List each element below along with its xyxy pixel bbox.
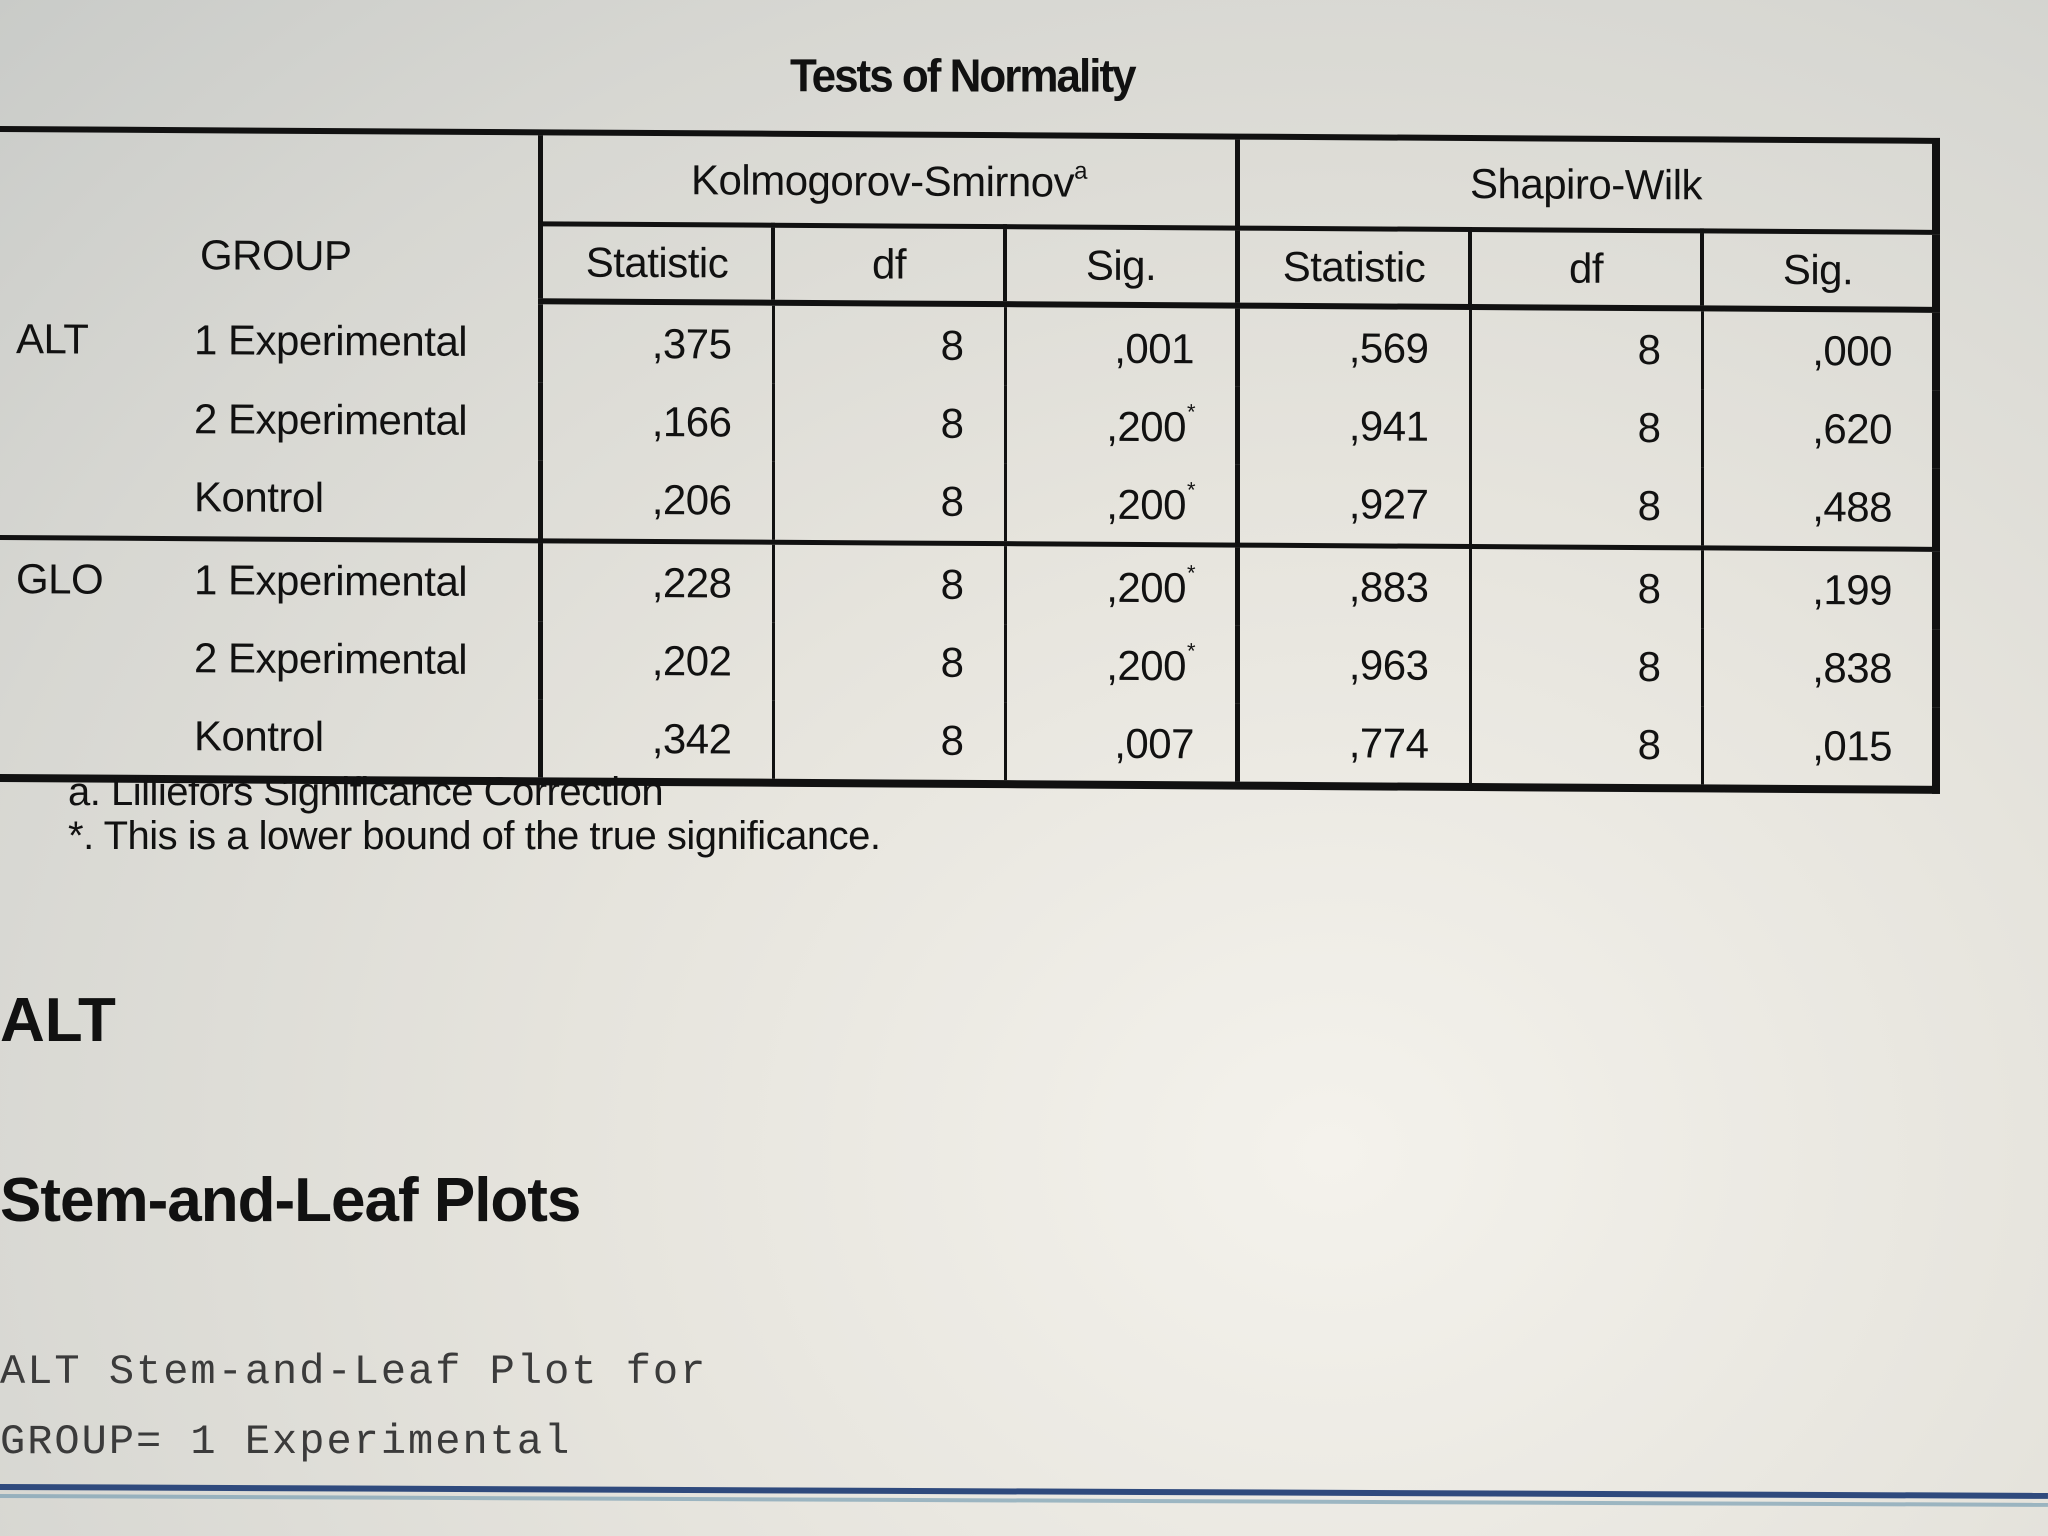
ks-statistic: ,375 <box>541 301 774 383</box>
ks-statistic: ,166 <box>541 382 774 461</box>
sw-statistic: ,927 <box>1238 465 1471 547</box>
tests-of-normality-table[interactable] <box>0 126 1940 794</box>
ks-sig <box>1005 544 1238 626</box>
footnote-lilliefors: a. Lilliefors Significance Correction <box>68 770 664 814</box>
table-row <box>0 618 1936 708</box>
lower-bound-flag: * <box>1186 638 1195 664</box>
ks-sig <box>1005 463 1238 545</box>
ks-sig-value: ,200 <box>1106 641 1186 690</box>
lower-bound-flag: * <box>1186 560 1195 586</box>
sw-df: 8 <box>1470 627 1702 706</box>
sw-statistic: ,941 <box>1238 387 1471 466</box>
table-title: Tests of Normality <box>790 50 1135 103</box>
sw-statistic: ,774 <box>1238 704 1471 787</box>
variable-label <box>0 618 180 697</box>
group-label: 2 Experimental <box>180 380 541 460</box>
group-label: Kontrol <box>180 458 541 541</box>
stem-leaf-plot-group: GROUP= 1 Experimental <box>0 1418 572 1466</box>
ks-sig-value: ,200 <box>1106 563 1186 612</box>
ks-footnote-marker: a <box>1074 157 1087 185</box>
sw-df: 8 <box>1470 388 1702 467</box>
variable-label <box>0 379 180 458</box>
ks-statistic: ,202 <box>541 621 774 700</box>
sw-df: 8 <box>1470 705 1702 788</box>
ks-df: 8 <box>773 462 1005 544</box>
footnote-lower-bound: *. This is a lower bound of the true significance. <box>68 814 881 858</box>
variable-label <box>0 457 180 539</box>
table-footnotes <box>68 770 881 858</box>
variable-label: GLO <box>16 555 104 603</box>
ks-sig-value: ,200 <box>1106 402 1186 451</box>
ks-df: 8 <box>773 542 1005 624</box>
ks-df: 8 <box>773 623 1005 702</box>
sw-sig: ,838 <box>1702 628 1936 707</box>
variable-label <box>0 696 180 779</box>
ks-statistic: ,342 <box>541 699 774 782</box>
sw-df-header: df <box>1470 230 1702 309</box>
table-row <box>0 298 1936 391</box>
sw-sig: ,199 <box>1702 548 1936 630</box>
stem-and-leaf-heading[interactable]: Stem-and-Leaf Plots <box>0 1166 581 1235</box>
ks-sig-header: Sig. <box>1005 227 1238 306</box>
ks-df-header: df <box>773 225 1005 304</box>
group-label: Kontrol <box>180 697 541 781</box>
ks-statistic: ,228 <box>541 541 774 623</box>
sw-statistic: ,569 <box>1238 306 1471 388</box>
ks-sig <box>1005 624 1238 703</box>
ks-df: 8 <box>773 384 1005 463</box>
sw-df: 8 <box>1470 466 1702 548</box>
ks-sig <box>1005 304 1238 386</box>
stem-leaf-plot-title: ALT Stem-and-Leaf Plot for <box>0 1348 708 1396</box>
variable-label: ALT <box>16 314 89 363</box>
ks-sig-value: ,001 <box>1114 324 1194 373</box>
group-label: 1 Experimental <box>180 539 541 622</box>
sw-sig: ,620 <box>1702 389 1936 468</box>
sw-df: 8 <box>1470 307 1702 389</box>
section-heading-alt[interactable]: ALT <box>0 986 116 1055</box>
sw-sig-header: Sig. <box>1702 231 1936 310</box>
sw-header: Shapiro-Wilk <box>1238 137 1937 233</box>
ks-statistic: ,206 <box>541 460 774 542</box>
sw-sig: ,488 <box>1702 467 1936 549</box>
table-row <box>0 457 1936 549</box>
group-column-header: GROUP <box>200 231 352 280</box>
ks-header <box>541 132 1238 228</box>
lower-bound-flag: * <box>1186 399 1195 425</box>
ks-sig-value: ,007 <box>1114 719 1194 768</box>
ks-sig <box>1005 702 1238 785</box>
table-row <box>0 379 1936 469</box>
sw-statistic: ,883 <box>1238 545 1471 627</box>
ks-df: 8 <box>773 701 1005 784</box>
ks-sig-value: ,200 <box>1106 480 1186 529</box>
sw-statistic: ,963 <box>1238 626 1471 705</box>
sw-sig: ,015 <box>1702 706 1936 789</box>
sw-statistic-header: Statistic <box>1238 228 1471 307</box>
table-corner-cell <box>0 129 541 301</box>
sw-df: 8 <box>1470 547 1702 629</box>
lower-bound-flag: * <box>1186 477 1195 503</box>
group-label: 2 Experimental <box>180 619 541 699</box>
table-row <box>0 538 1936 630</box>
sw-sig: ,000 <box>1702 308 1936 390</box>
ks-sig <box>1005 385 1238 464</box>
ks-statistic-header: Statistic <box>541 224 774 303</box>
ks-header-label: Kolmogorov-Smirnov <box>691 155 1075 206</box>
group-label: 1 Experimental <box>180 299 541 382</box>
ks-df: 8 <box>773 303 1005 385</box>
